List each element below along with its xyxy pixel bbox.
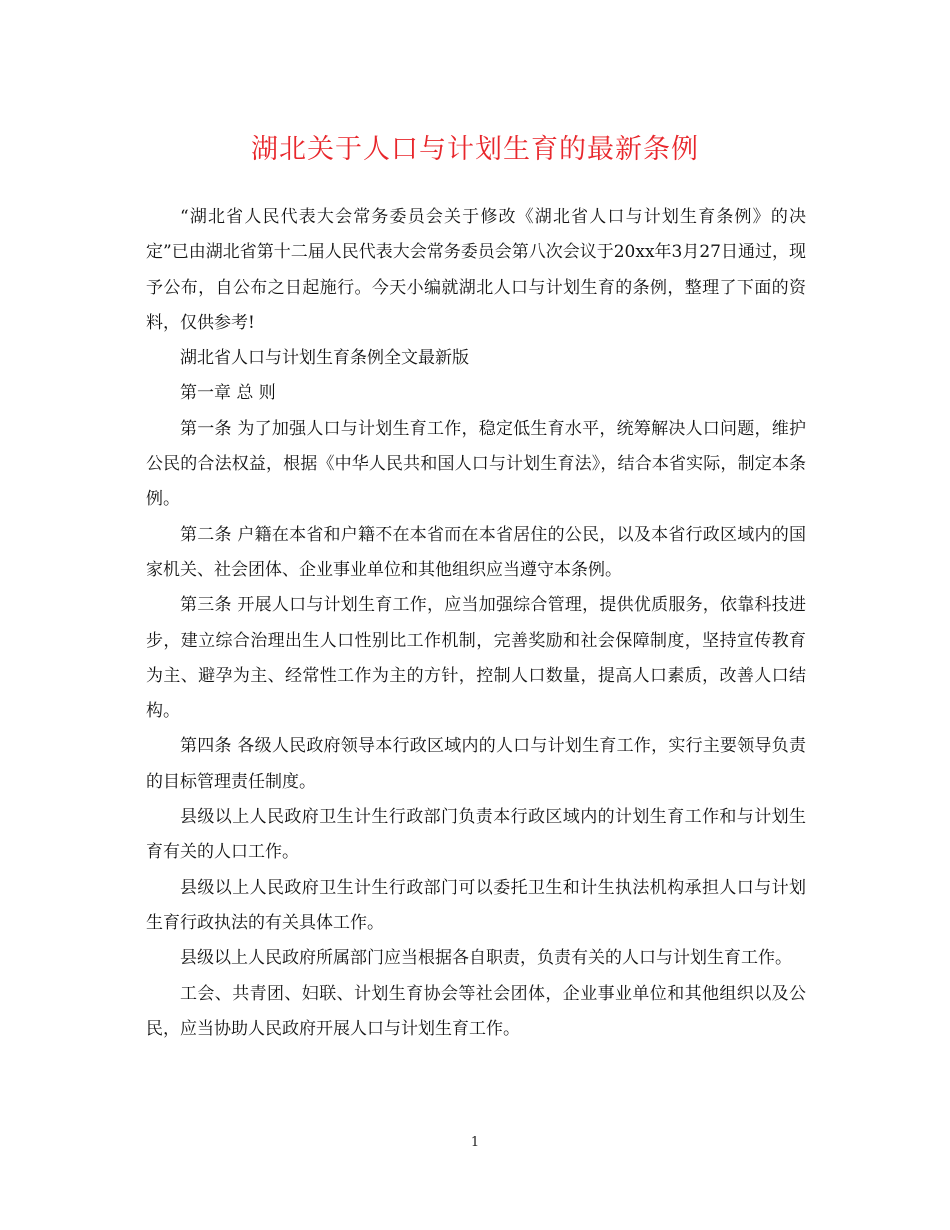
paragraph: 第四条 各级人民政府领导本行政区域内的人口与计划生育工作，实行主要领导负责的目标管理责任制度。 bbox=[146, 736, 806, 792]
document-body bbox=[146, 200, 806, 1047]
paragraph: 县级以上人民政府卫生计生行政部门可以委托卫生和计生执法机构承担人口与计划生育行政执法的有关具体工作。 bbox=[146, 877, 806, 933]
paragraph: 县级以上人民政府所属部门应当根据各自职责，负责有关的人口与计划生育工作。 bbox=[180, 948, 792, 969]
paragraph: 第一条 为了加强人口与计划生育工作，稳定低生育水平，统筹解决人口问题，维护公民的合法权益，根据《中华人民共和国人口与计划生育法》，结合本省实际，制定本条例。 bbox=[146, 418, 806, 510]
page-number: 1 bbox=[470, 1135, 480, 1150]
paragraph: 第三条 开展人口与计划生育工作，应当加强综合管理，提供优质服务，依靠科技进步，建立综合治理出生人口性别比工作机制，完善奖励和社会保障制度，坚持宣传教育为主、避孕为主、经常性工作为主的方针，控制人口数量，提高人口素质，改善人口结构。 bbox=[146, 595, 806, 722]
paragraph: 湖北省人口与计划生育条例全文最新版 bbox=[180, 348, 469, 369]
document-title: 湖北关于人口与计划生育的最新条例 bbox=[251, 134, 699, 165]
paragraph: 工会、共青团、妇联、计划生育协会等社会团体，企业事业单位和其他组织以及公民，应当协助人民政府开展人口与计划生育工作。 bbox=[146, 983, 806, 1039]
paragraph: 县级以上人民政府卫生计生行政部门负责本行政区域内的计划生育工作和与计划生育有关的人口工作。 bbox=[146, 807, 806, 863]
chapter-heading: 第一章 总 则 bbox=[180, 383, 276, 404]
paragraph: 第二条 户籍在本省和户籍不在本省而在本省居住的公民，以及本省行政区域内的国家机关、社会团体、企业事业单位和其他组织应当遵守本条例。 bbox=[146, 524, 806, 580]
paragraph: “湖北省人民代表大会常务委员会关于修改《湖北省人口与计划生育条例》的决定”已由湖北省第十二届人民代表大会常务委员会第八次会议于20xx年3月27日通过，现予公布，自公布之日起施行。今天小编就湖北人口与计划生育的条例，整理了下面的资料，仅供参考! bbox=[146, 207, 806, 333]
